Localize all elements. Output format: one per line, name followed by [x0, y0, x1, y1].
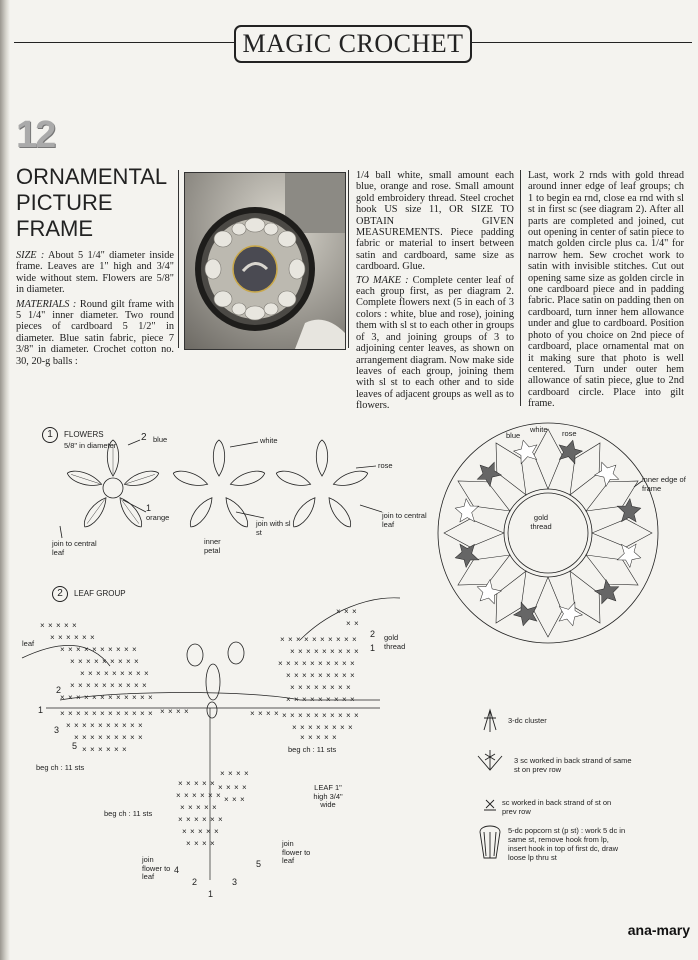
stitch-mark: × — [274, 709, 279, 718]
stitch-mark: × — [220, 769, 225, 778]
label-join-central-1: join to central leaf — [52, 539, 97, 557]
stitch-mark: × — [202, 779, 207, 788]
stitch-mark: × — [58, 633, 63, 642]
stitch-mark: × — [318, 659, 323, 668]
stitch-mark: × — [290, 711, 295, 720]
stitch-mark: × — [74, 633, 79, 642]
stitch-mark: × — [134, 657, 139, 666]
stitch-mark: × — [286, 695, 291, 704]
stitch-mark: × — [100, 693, 105, 702]
to-make-label: TO MAKE : — [356, 274, 409, 286]
stitch-mark: × — [84, 693, 89, 702]
title-line-3: FRAME — [16, 216, 93, 241]
label-join-slst: join with sl st — [256, 519, 291, 537]
diagram-1-number: 1 — [42, 427, 58, 443]
stitch-mark: × — [60, 693, 65, 702]
stitch-mark: × — [226, 783, 231, 792]
label-join-flower-left: join flower to leaf — [142, 855, 171, 881]
legend-symbols — [478, 710, 502, 858]
stitch-mark: × — [184, 707, 189, 716]
stitch-mark: × — [56, 621, 61, 630]
stitch-mark: × — [294, 671, 299, 680]
legend-sc-back: sc worked in back strand of st on prev row — [502, 798, 612, 816]
stitch-mark: × — [314, 711, 319, 720]
materials-continued: 1/4 ball white, small amount each blue, orange and rose. Small amount gold embroidery thread. Steel crochet hook US size 11, OR SIZE TO OBTAIN GIVEN MEASUREMENTS. Piece padding fabric or material to insert between satin and cardboard, same size as cardboard. Glue. — [356, 170, 514, 273]
stitch-mark: × — [334, 659, 339, 668]
stitch-mark: × — [282, 711, 287, 720]
stitch-mark: × — [86, 657, 91, 666]
stitch-mark: × — [90, 745, 95, 754]
stitch-mark: × — [86, 681, 91, 690]
stitch-mark: × — [338, 711, 343, 720]
stitch-mark: × — [320, 635, 325, 644]
diagram-2-number: 2 — [52, 586, 68, 602]
diagram-1-title: FLOWERS — [64, 430, 104, 439]
stitch-mark: × — [332, 733, 337, 742]
label-one: 1 — [146, 503, 152, 513]
stitch-mark: × — [116, 709, 121, 718]
stitch-mark: × — [310, 659, 315, 668]
stitch-mark: × — [194, 815, 199, 824]
stitch-mark: × — [122, 745, 127, 754]
stitch-mark: × — [178, 779, 183, 788]
stitch-mark: × — [250, 709, 255, 718]
stitch-mark: × — [130, 721, 135, 730]
stitch-mark: × — [288, 635, 293, 644]
stitch-mark: × — [354, 711, 359, 720]
materials-label: MATERIALS : — [16, 298, 77, 310]
stitch-mark: × — [348, 723, 353, 732]
stitch-mark: × — [104, 669, 109, 678]
stitch-mark: × — [212, 803, 217, 812]
label-leaf-2: 2 — [192, 877, 198, 887]
watermark: ana-mary — [627, 922, 690, 938]
stitch-mark: × — [74, 721, 79, 730]
label-row-1: 1 — [38, 705, 44, 715]
stitch-mark: × — [60, 645, 65, 654]
stitch-mark: × — [194, 779, 199, 788]
diagram-2-title: LEAF GROUP — [74, 589, 126, 598]
stitch-mark: × — [330, 647, 335, 656]
stitch-mark: × — [94, 657, 99, 666]
stitch-mark: × — [266, 709, 271, 718]
stitch-mark: × — [108, 709, 113, 718]
stitch-mark: × — [232, 795, 237, 804]
label-two: 2 — [141, 432, 147, 443]
stitch-mark: × — [114, 745, 119, 754]
flower-rose-drawing — [275, 440, 370, 530]
magazine-title: MAGIC CROCHET — [242, 29, 464, 58]
label-rose: rose — [378, 461, 393, 470]
title-line-1: ORNAMENTAL — [16, 164, 168, 189]
stitch-mark: × — [82, 633, 87, 642]
stitch-mark: × — [350, 659, 355, 668]
stitch-mark: × — [306, 647, 311, 656]
flower-white-drawing — [172, 440, 267, 530]
stitch-mark: × — [48, 621, 53, 630]
label-beg-ch-right: beg ch : 11 sts — [288, 745, 337, 754]
arr-label-rose: rose — [562, 429, 577, 438]
stitch-mark: × — [194, 839, 199, 848]
stitch-mark: × — [310, 695, 315, 704]
stitch-mark: × — [90, 721, 95, 730]
stitch-mark: × — [144, 669, 149, 678]
stitch-mark: × — [216, 791, 221, 800]
stitch-mark: × — [318, 695, 323, 704]
stitch-mark: × — [148, 693, 153, 702]
stitch-mark: × — [350, 695, 355, 704]
stitch-mark: × — [130, 733, 135, 742]
stitch-mark: × — [336, 635, 341, 644]
stitch-mark: × — [90, 733, 95, 742]
label-round-2: 2 — [370, 629, 376, 639]
label-blue: blue — [153, 435, 168, 444]
stitch-mark: × — [314, 683, 319, 692]
stitch-mark: × — [186, 779, 191, 788]
stitch-mark: × — [114, 721, 119, 730]
arrangement-diagram — [438, 423, 658, 643]
stitch-mark: × — [114, 733, 119, 742]
stitch-mark: × — [316, 733, 321, 742]
stitch-mark: × — [208, 791, 213, 800]
stitch-mark: × — [350, 671, 355, 680]
stitch-mark: × — [136, 669, 141, 678]
stitch-mark: × — [342, 659, 347, 668]
stitch-mark: × — [82, 745, 87, 754]
stitch-mark: × — [308, 723, 313, 732]
arr-label-inner-edge: inner edge of frame — [642, 475, 686, 493]
stitch-mark: × — [132, 709, 137, 718]
stitch-mark: × — [224, 795, 229, 804]
stitch-mark: × — [76, 709, 81, 718]
stitch-mark: × — [344, 635, 349, 644]
stitch-mark: × — [318, 671, 323, 680]
stitch-mark: × — [332, 723, 337, 732]
label-leaf: leaf — [22, 639, 35, 648]
stitch-mark: × — [88, 669, 93, 678]
stitch-mark: × — [242, 783, 247, 792]
stitch-mark: × — [122, 721, 127, 730]
stitch-mark: × — [140, 709, 145, 718]
stitch-mark: × — [354, 619, 359, 628]
stitch-mark: × — [312, 635, 317, 644]
stitch-mark: × — [186, 815, 191, 824]
stitch-mark: × — [326, 659, 331, 668]
stitch-marks — [40, 607, 359, 848]
stitch-mark: × — [338, 647, 343, 656]
stitch-mark: × — [116, 693, 121, 702]
legend-popcorn: 5-dc popcorn st (p st) : work 5 dc in same st, remove hook from lp, insert hook in top of first dc, draw loose lp thru st — [508, 826, 626, 862]
stitch-mark: × — [68, 645, 73, 654]
stitch-mark: × — [234, 783, 239, 792]
stitch-mark: × — [124, 709, 129, 718]
stitch-mark: × — [298, 711, 303, 720]
stitch-mark: × — [244, 769, 249, 778]
stitch-mark: × — [110, 681, 115, 690]
stitch-mark: × — [68, 709, 73, 718]
stitch-mark: × — [306, 683, 311, 692]
label-leaf-4: 4 — [174, 865, 180, 875]
stitch-mark: × — [76, 693, 81, 702]
size-text: About 5 1/4" diameter inside frame. Leaves are 1" high and 3/4" wide without stem. Flowers are 5/8" in diameter. — [16, 250, 174, 296]
stitch-mark: × — [70, 681, 75, 690]
stitch-mark: × — [192, 791, 197, 800]
stitch-mark: × — [296, 635, 301, 644]
stitch-mark: × — [210, 815, 215, 824]
stitch-mark: × — [198, 827, 203, 836]
stitch-mark: × — [176, 707, 181, 716]
stitch-mark: × — [306, 711, 311, 720]
stitch-mark: × — [90, 633, 95, 642]
stitch-mark: × — [218, 783, 223, 792]
stitch-mark: × — [346, 711, 351, 720]
stitch-mark: × — [178, 815, 183, 824]
stitch-mark: × — [140, 693, 145, 702]
label-row-2: 2 — [56, 685, 62, 695]
stitch-mark: × — [338, 683, 343, 692]
stitch-mark: × — [354, 647, 359, 656]
label-row-3: 3 — [54, 725, 60, 735]
stitch-mark: × — [302, 671, 307, 680]
stitch-mark: × — [98, 745, 103, 754]
stitch-mark: × — [202, 815, 207, 824]
label-leaf-3: 3 — [232, 877, 238, 887]
stitch-mark: × — [330, 683, 335, 692]
stitch-mark: × — [102, 657, 107, 666]
stitch-mark: × — [124, 645, 129, 654]
stitch-mark: × — [122, 733, 127, 742]
stitch-mark: × — [326, 695, 331, 704]
stitch-mark: × — [72, 621, 77, 630]
stitch-mark: × — [352, 635, 357, 644]
label-row-5: 5 — [72, 741, 78, 751]
legend-cluster: 3-dc cluster — [508, 716, 547, 725]
stitch-mark: × — [286, 671, 291, 680]
stitch-mark: × — [240, 795, 245, 804]
stitch-mark: × — [50, 633, 55, 642]
stitch-mark: × — [142, 681, 147, 690]
stitch-mark: × — [100, 645, 105, 654]
label-gold-thread: gold thread — [384, 633, 406, 651]
stitch-mark: × — [346, 647, 351, 656]
stitch-mark: × — [352, 607, 357, 616]
stitch-mark: × — [302, 695, 307, 704]
stitch-mark: × — [342, 671, 347, 680]
stitch-mark: × — [292, 723, 297, 732]
stitch-mark: × — [84, 709, 89, 718]
stitch-mark: × — [160, 707, 165, 716]
stitch-mark: × — [84, 645, 89, 654]
stitch-mark: × — [100, 709, 105, 718]
stitch-mark: × — [118, 681, 123, 690]
stitch-mark: × — [82, 733, 87, 742]
stitch-mark: × — [210, 839, 215, 848]
stitch-mark: × — [182, 827, 187, 836]
legend-3sc: 3 sc worked in back strand of same st on prev row — [514, 756, 632, 774]
stitch-mark: × — [278, 659, 283, 668]
stitch-mark: × — [190, 827, 195, 836]
stitch-mark: × — [76, 645, 81, 654]
stitch-mark: × — [290, 647, 295, 656]
stitch-mark: × — [316, 723, 321, 732]
stitch-mark: × — [106, 733, 111, 742]
stitch-mark: × — [110, 657, 115, 666]
stitch-mark: × — [108, 693, 113, 702]
stitch-mark: × — [258, 709, 263, 718]
label-round-1: 1 — [370, 643, 376, 653]
stitch-mark: × — [336, 607, 341, 616]
stitch-mark: × — [342, 695, 347, 704]
arr-label-blue: blue — [506, 431, 521, 440]
stitch-mark: × — [70, 657, 75, 666]
stitch-mark: × — [74, 733, 79, 742]
stitch-mark: × — [322, 683, 327, 692]
stitch-mark: × — [126, 657, 131, 666]
label-leaf-1: 1 — [208, 889, 214, 899]
stitch-mark: × — [112, 669, 117, 678]
stitch-mark: × — [302, 659, 307, 668]
stitch-mark: × — [132, 693, 137, 702]
stitch-mark: × — [310, 671, 315, 680]
stitch-mark: × — [196, 803, 201, 812]
stitch-mark: × — [236, 769, 241, 778]
stitch-mark: × — [98, 733, 103, 742]
stitch-mark: × — [346, 619, 351, 628]
stitch-mark: × — [66, 633, 71, 642]
stitch-mark: × — [294, 695, 299, 704]
stitch-mark: × — [184, 791, 189, 800]
stitch-mark: × — [218, 815, 223, 824]
stitch-mark: × — [324, 733, 329, 742]
arr-label-gold-thread: gold thread — [530, 513, 552, 531]
pattern-number: 12 — [16, 114, 55, 156]
label-join-central-2: join to central leaf — [382, 511, 427, 529]
stitch-mark: × — [64, 621, 69, 630]
stitch-mark: × — [40, 621, 45, 630]
stitch-mark: × — [322, 711, 327, 720]
stitch-mark: × — [304, 635, 309, 644]
stitch-mark: × — [186, 839, 191, 848]
label-white: white — [260, 436, 278, 445]
label-leaf-size: LEAF 1" high 3/4" wide — [313, 783, 343, 809]
stitch-mark: × — [132, 645, 137, 654]
stitch-mark: × — [148, 709, 153, 718]
stitch-mark: × — [300, 733, 305, 742]
stitch-mark: × — [328, 635, 333, 644]
stitch-mark: × — [168, 707, 173, 716]
stitch-mark: × — [106, 745, 111, 754]
stitch-mark: × — [120, 669, 125, 678]
stitch-mark: × — [200, 791, 205, 800]
stitch-mark: × — [300, 723, 305, 732]
stitch-mark: × — [314, 647, 319, 656]
stitch-mark: × — [334, 671, 339, 680]
stitch-mark: × — [96, 669, 101, 678]
label-leaf-5: 5 — [256, 859, 262, 869]
stitch-mark: × — [290, 683, 295, 692]
stitch-mark: × — [214, 827, 219, 836]
stitch-mark: × — [66, 721, 71, 730]
stitch-mark: × — [134, 681, 139, 690]
stitch-mark: × — [124, 693, 129, 702]
size-label: SIZE : — [16, 250, 45, 261]
stitch-mark: × — [330, 711, 335, 720]
label-beg-ch-left: beg ch : 11 sts — [36, 763, 85, 772]
stitch-mark: × — [106, 721, 111, 730]
stitch-mark: × — [60, 709, 65, 718]
stitch-mark: × — [92, 693, 97, 702]
stitch-mark: × — [346, 683, 351, 692]
stitch-mark: × — [68, 693, 73, 702]
to-make-text: Complete center leaf of each group first, as per diagram 2. Complete flowers next (5 in each of 3 colors : white, blue and rose), joining them with sl st to each other in groups of 3, and joining groups of 3 to adjoining center leaves, as shown on arrangement diagram. Now make side leaves of each group, joining them with sl st to each other and to side leaves of adjacent groups as well as to flowers. — [356, 274, 514, 412]
stitch-mark: × — [92, 709, 97, 718]
stitch-mark: × — [126, 681, 131, 690]
stitch-mark: × — [118, 657, 123, 666]
stitch-mark: × — [138, 733, 143, 742]
stitch-mark: × — [128, 669, 133, 678]
label-join-flower-right: join flower to leaf — [282, 839, 311, 865]
stitch-mark: × — [294, 659, 299, 668]
stitch-mark: × — [80, 669, 85, 678]
stitch-mark: × — [308, 733, 313, 742]
stitch-mark: × — [334, 695, 339, 704]
stitch-mark: × — [322, 647, 327, 656]
stitch-mark: × — [324, 723, 329, 732]
stitch-mark: × — [206, 827, 211, 836]
stitch-mark: × — [228, 769, 233, 778]
stitch-mark: × — [210, 779, 215, 788]
arr-label-white: white — [530, 425, 548, 434]
stitch-mark: × — [94, 681, 99, 690]
stitch-mark: × — [108, 645, 113, 654]
stitch-mark: × — [78, 681, 83, 690]
diagram-1-subtitle: 5/8" in diameter — [64, 441, 117, 450]
stitch-mark: × — [298, 647, 303, 656]
stitch-mark: × — [78, 657, 83, 666]
stitch-mark: × — [92, 645, 97, 654]
diagram-2-heading — [52, 586, 126, 602]
stitch-mark: × — [202, 839, 207, 848]
stitch-mark: × — [138, 721, 143, 730]
materials-text: Round gilt frame with 5 1/4" inner diameter. Two round pieces of cardboard 5 1/2" in diameter. Blue satin fabric, piece 7 3/8" in diameter. Crochet cotton no. 30, 20-g balls : — [16, 298, 175, 367]
stitch-mark: × — [280, 635, 285, 644]
label-inner-petal: inner petal — [204, 537, 221, 555]
stitch-mark: × — [286, 659, 291, 668]
stitch-mark: × — [344, 607, 349, 616]
title-line-2: PICTURE — [16, 190, 113, 215]
stitch-mark: × — [102, 681, 107, 690]
stitch-mark: × — [326, 671, 331, 680]
stitch-mark: × — [116, 645, 121, 654]
stitch-mark: × — [340, 723, 345, 732]
stitch-mark: × — [82, 721, 87, 730]
stitch-mark: × — [204, 803, 209, 812]
stitch-mark: × — [176, 791, 181, 800]
stitch-mark: × — [180, 803, 185, 812]
finishing-text: Last, work 2 rnds with gold thread around inner edge of leaf groups; ch 1 to begin ea rnd, close ea rnd with sl st in first sc (see diagram 2). After all parts are completed and joined, cut out opening in center of satin piece to match golden circle plus ca. 1/4" for narrow hem. Sew crochet work to satin with invisible stitches. Cut out opening same size as golden circle in one cardboard piece and in padding fabric. Place satin on padding then on cardboard, turn inner hem allowance under and glue to cardboard. Position photo of you choice on 2nd piece of cardboard, place ornamental mat on it making sure that photo is well centered. Turn under outer hem allowance of satin piece, glue to 2nd cardboard circle. Place into gilt frame. — [528, 170, 684, 410]
stitch-mark: × — [298, 683, 303, 692]
label-beg-ch-center: beg ch : 11 sts — [104, 809, 153, 818]
stitch-mark: × — [188, 803, 193, 812]
stitch-mark: × — [98, 721, 103, 730]
label-orange: orange — [146, 513, 170, 522]
